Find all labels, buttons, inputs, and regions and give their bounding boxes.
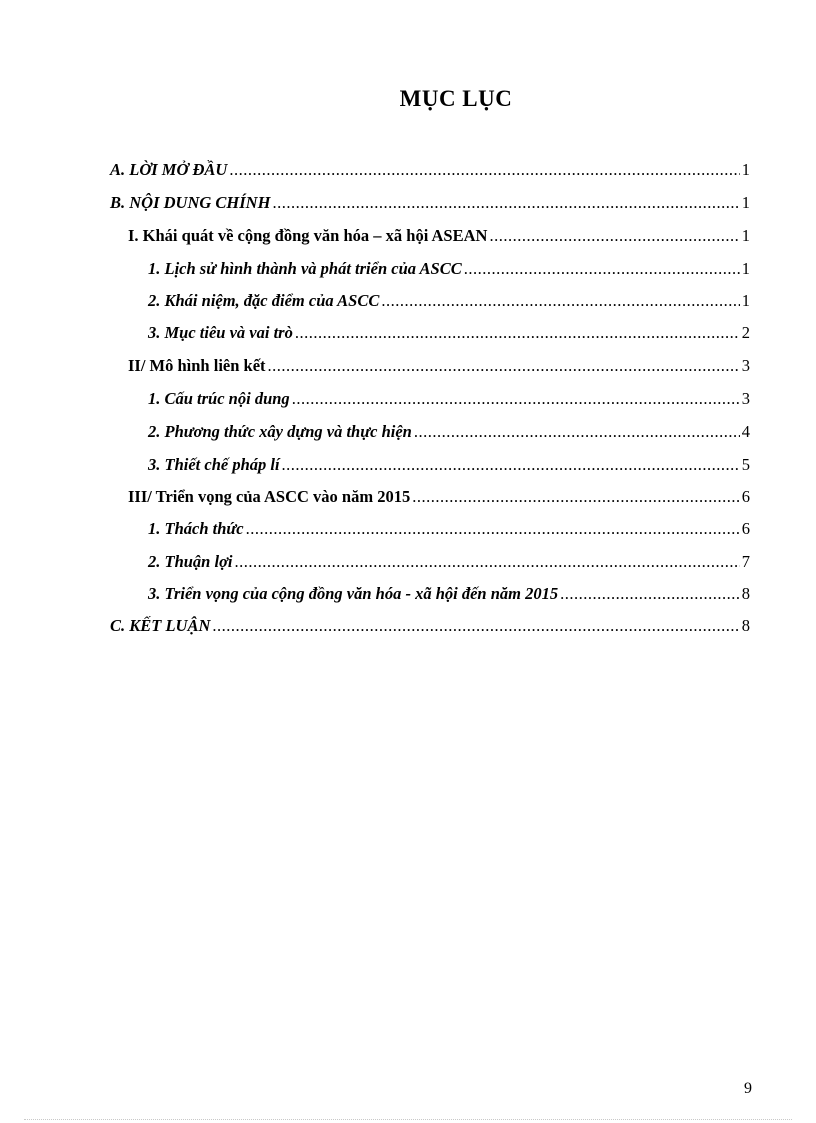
toc-entry-label: 2. Thuận lợi: [148, 552, 233, 571]
toc-dot-leader: [560, 584, 740, 604]
toc-entry-label: 1. Thách thức: [148, 519, 244, 538]
toc-entry-label: A. LỜI MỞ ĐẦU: [110, 160, 228, 179]
toc-entry[interactable]: [148, 259, 750, 289]
toc-entry-label: C. KẾT LUẬN: [110, 616, 211, 635]
toc-entry[interactable]: [110, 160, 750, 190]
toc-dot-leader: [414, 422, 740, 442]
toc-entry[interactable]: [148, 422, 750, 452]
toc-dot-leader: [295, 323, 740, 343]
toc-entry-page: 7: [741, 552, 750, 571]
toc-entry-page: 6: [741, 487, 750, 506]
toc-entry[interactable]: [110, 616, 750, 646]
toc-entry[interactable]: [148, 389, 750, 419]
toc-dot-leader: [381, 291, 739, 311]
toc-entry-label: 1. Cấu trúc nội dung: [148, 389, 290, 408]
toc-entry-page: 1: [741, 226, 750, 245]
toc-entry-page: 6: [741, 519, 750, 538]
toc-entry-page: 1: [741, 160, 750, 179]
toc-entry[interactable]: [148, 291, 750, 321]
toc-entry[interactable]: [148, 519, 750, 549]
toc-entry-page: 5: [741, 455, 750, 474]
toc-dot-leader: [229, 160, 739, 180]
toc-entry[interactable]: [148, 455, 750, 485]
footer-divider: [24, 1119, 792, 1120]
toc-dot-leader: [292, 389, 740, 409]
toc-entry-label: II/ Mô hình liên kết: [128, 356, 266, 375]
toc-entry[interactable]: [128, 226, 750, 256]
toc-dot-leader: [272, 193, 739, 213]
toc-entry-label: 3. Triển vọng của cộng đồng văn hóa - xã hội đến năm 2015: [148, 584, 559, 603]
toc-entry[interactable]: [148, 584, 750, 614]
toc-entry-page: 1: [741, 259, 750, 278]
toc-dot-leader: [212, 616, 739, 636]
toc-dot-leader: [412, 487, 740, 507]
toc-entry-label: 1. Lịch sử hình thành và phát triển của ASCC: [148, 259, 462, 278]
toc-entry-page: 4: [741, 422, 750, 441]
toc-dot-leader: [235, 552, 740, 572]
toc-entry-page: 1: [741, 291, 750, 310]
toc-entry[interactable]: [148, 323, 750, 353]
toc-entry-label: I. Khái quát về cộng đồng văn hóa – xã hội ASEAN: [128, 226, 488, 245]
toc-entry[interactable]: [148, 552, 750, 582]
page-title: MỤC LỤC: [399, 86, 513, 111]
toc-entry-page: 3: [741, 356, 750, 375]
toc-entry-page: 1: [741, 193, 750, 212]
toc-dot-leader: [464, 259, 740, 279]
toc-entry[interactable]: [110, 193, 750, 223]
toc-entry-label: 2. Phương thức xây dựng và thực hiện: [148, 422, 412, 441]
toc-dot-leader: [246, 519, 740, 539]
page-number: 9: [744, 1080, 752, 1097]
toc-entry-page: 8: [741, 584, 750, 603]
toc-dot-leader: [489, 226, 739, 246]
toc-entry-label: 3. Thiết chế pháp lí: [148, 455, 280, 474]
toc-dot-leader: [268, 356, 740, 376]
toc-entry[interactable]: [128, 487, 750, 517]
toc-entry-label: 3. Mục tiêu và vai trò: [148, 323, 293, 342]
toc-dot-leader: [282, 455, 740, 475]
toc-entry-label: 2. Khái niệm, đặc điểm của ASCC: [148, 291, 380, 310]
toc-entry-page: 2: [741, 323, 750, 342]
toc-entry-page: 8: [741, 616, 750, 635]
toc-entry[interactable]: [128, 356, 750, 386]
toc-entry-page: 3: [741, 389, 750, 408]
toc-entry-label: III/ Triển vọng của ASCC vào năm 2015: [128, 487, 411, 506]
toc-entry-label: B. NỘI DUNG CHÍNH: [110, 193, 271, 212]
